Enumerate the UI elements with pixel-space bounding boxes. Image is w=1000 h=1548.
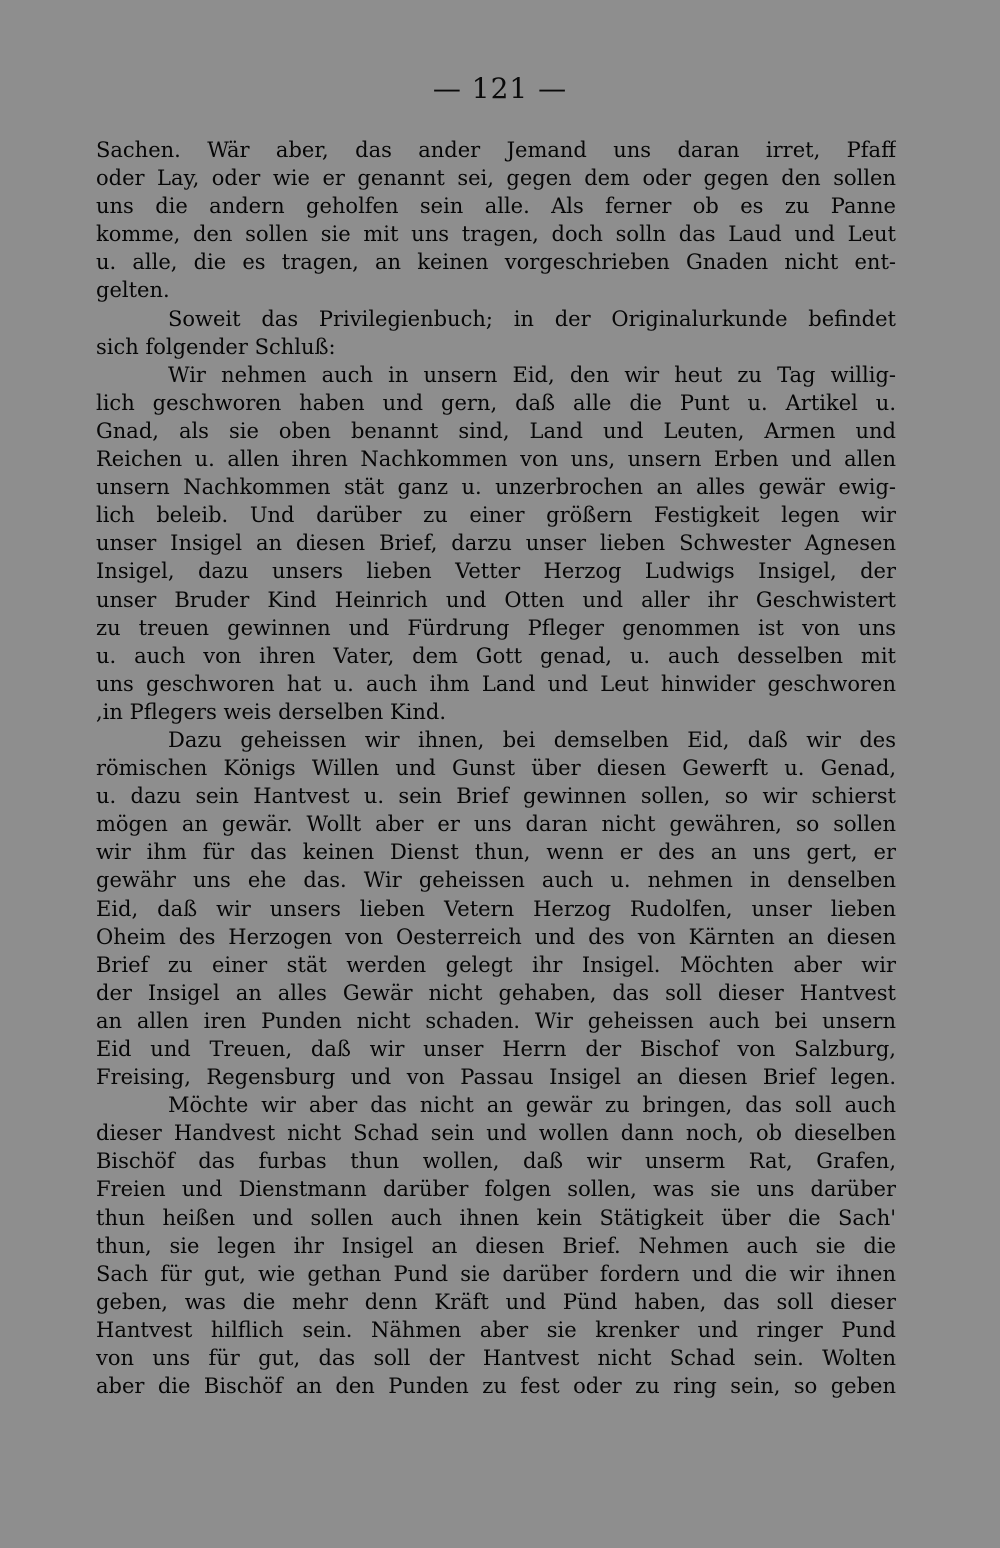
text-line: Eid, daß wir unsers lieben Vetern Herzog Rudolfen, unser lieben [96,896,896,921]
text-line: Sachen. Wär aber, das ander Jemand uns daran irret, Pfaff [96,138,896,162]
text-line: Gnad, als sie oben benannt sind, Land und Leuten, Armen und [96,418,896,443]
text-line: unsern Nachkommen stät ganz u. unzerbrochen an alles gewär ewig- [96,475,896,500]
text-line: thun, sie legen ihr Insigel an diesen Brief. Nehmen auch sie die [96,1233,896,1258]
text-line: Oheim des Herzogen von Oesterreich und des von Kärnten an diesen [96,924,896,949]
text-line: lich beleib. Und darüber zu einer größern Festigkeit legen wir [96,503,896,528]
text-line: komme, den sollen sie mit uns tragen, doch solln das Laud und Leut [96,222,896,247]
text-line: dieser Handvest nicht Schad sein und wollen dann noch, ob dieselben [96,1121,896,1146]
text-line: Insigel, dazu unsers lieben Vetter Herzog Ludwigs Insigel, der [96,559,896,584]
text-line: uns geschworen hat u. auch ihm Land und Leut hinwider geschworen [96,671,896,696]
text-line: Bischöf das furbas thun wollen, daß wir unserm Rat, Grafen, [96,1149,896,1174]
text-line: u. auch von ihren Vater, dem Gott genad, u. auch desselben mit [96,643,896,668]
text-line: unser Bruder Kind Heinrich und Otten und aller ihr Geschwistert [96,587,896,612]
text-line: Brief zu einer stät werden gelegt ihr Insigel. Möchten aber wir [96,952,896,977]
text-line: u. dazu sein Hantvest u. sein Brief gewinnen sollen, so wir schierst [96,784,896,809]
text-line: ,in Pflegers weis derselben Kind. [96,699,447,724]
text-line: Soweit das Privilegienbuch; in der Originalurkunde befindet [168,306,896,331]
text-line: wir ihm für das keinen Dienst thun, wenn er des an uns gert, er [96,840,896,865]
text-line: gewähr uns ehe das. Wir geheissen auch u. nehmen in denselben [96,868,896,893]
text-line: lich geschworen haben und gern, daß alle die Punt u. Artikel u. [96,390,896,415]
text-line: unser Insigel an diesen Brief, darzu unser lieben Schwester Agnesen [96,531,896,556]
text-line: von uns für gut, das soll der Hantvest nicht Schad sein. Wolten [96,1346,896,1371]
text-line: Dazu geheissen wir ihnen, bei demselben Eid, daß wir des [168,727,896,752]
text-line: oder Lay, oder wie er genannt sei, gegen dem oder gegen den sollen [96,166,896,191]
text-line: aber die Bischöf an den Punden zu fest oder zu ring sein, so geben [96,1374,896,1399]
text-line: u. alle, die es tragen, an keinen vorgeschrieben Gnaden nicht ent- [96,250,896,275]
text-line: an allen iren Punden nicht schaden. Wir geheissen auch bei unsern [96,1008,896,1033]
text-line: der Insigel an alles Gewär nicht gehaben, das soll dieser Hantvest [96,980,896,1005]
text-line: Möchte wir aber das nicht an gewär zu bringen, das soll auch [168,1093,896,1118]
text-line: Hantvest hilflich sein. Nähmen aber sie krenker und ringer Pund [96,1317,896,1342]
text-line: sich folgender Schluß: [96,334,336,359]
body-text [96,136,896,1400]
text-line: Freien und Dienstmann darüber folgen sollen, was sie uns darüber [96,1177,896,1202]
text-line: römischen Königs Willen und Gunst über diesen Gewerft u. Genad, [96,756,896,781]
text-line: uns die andern geholfen sein alle. Als ferner ob es zu Panne [96,194,896,219]
page-number: — 121 — [432,72,568,105]
text-line: Wir nehmen auch in unsern Eid, den wir heut zu Tag willig- [168,362,896,387]
text-line: Eid und Treuen, daß wir unser Herrn der Bischof von Salzburg, [96,1037,896,1061]
text-line: zu treuen gewinnen und Fürdrung Pfleger genommen ist von uns [96,615,896,640]
text-line: geben, was die mehr denn Kräft und Pünd haben, das soll dieser [96,1289,896,1314]
text-line: gelten. [96,278,170,303]
text-line: thun heißen und sollen auch ihnen kein Stätigkeit über die Sach' [96,1205,896,1230]
text-line: Sach für gut, wie gethan Pund sie darüber fordern und die wir ihnen [96,1261,896,1286]
text-line: mögen an gewär. Wollt aber er uns daran nicht gewähren, so sollen [96,812,896,837]
text-line: Reichen u. allen ihren Nachkommen von uns, unsern Erben und allen [96,447,896,472]
text-line: Freising, Regensburg und von Passau Insigel an diesen Brief legen. [96,1065,896,1090]
